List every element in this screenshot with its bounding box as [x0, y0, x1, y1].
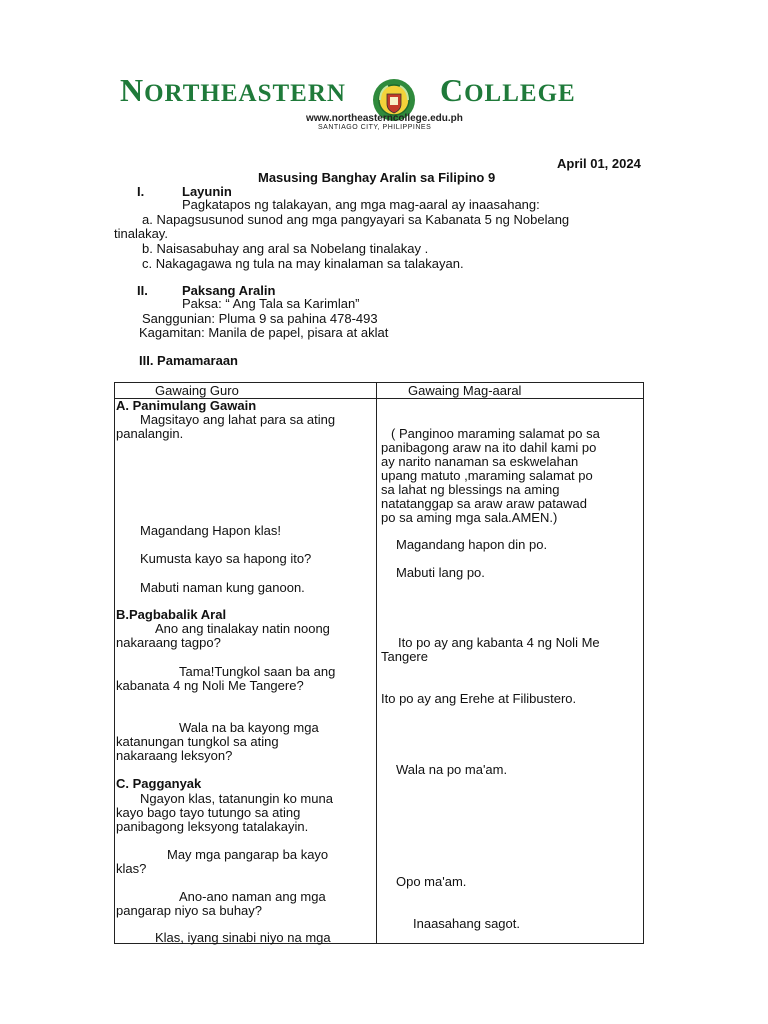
teacher-line: nakaraang leksyon?: [116, 748, 233, 763]
lesson-procedure-table: [114, 382, 644, 944]
teacher-line: Wala na ba kayong mga: [179, 720, 319, 735]
teacher-line: May mga pangarap ba kayo: [167, 847, 329, 862]
teacher-line: Ano-ano naman ang mga: [179, 889, 326, 904]
section2-number: II.: [137, 283, 148, 298]
teacher-line: katanungan tungkol sa ating: [116, 734, 279, 749]
teacher-line: Magandang Hapon klas!: [140, 523, 281, 538]
section1-number: I.: [137, 184, 145, 199]
college-address: SANTIAGO CITY, PHILIPPINES: [318, 124, 432, 131]
objective-a-line2: tinalakay.: [114, 226, 168, 241]
teacher-line: Kumusta kayo sa hapong ito?: [140, 551, 312, 566]
table-column-divider: [376, 383, 377, 943]
teacher-line: klas?: [116, 861, 147, 876]
student-line: Mabuti lang po.: [396, 565, 485, 580]
student-line: Ito po ay ang kabanta 4 ng Noli Me: [398, 635, 600, 650]
student-line: Tangere: [381, 649, 428, 664]
teacher-line: Tama!Tungkol saan ba ang: [179, 664, 336, 679]
student-prayer-line: sa lahat ng blessings na aming: [381, 482, 560, 497]
college-name-right: [440, 72, 576, 109]
section1-intro: Pagkatapos ng talakayan, ang mga mag-aaral ay inaasahang:: [182, 197, 540, 212]
teacher-line: pangarap niyo sa buhay?: [116, 903, 263, 918]
kagamitan-line: Kagamitan: Manila de papel, pisara at aklat: [139, 325, 389, 340]
student-prayer-line: po sa aming mga sala.AMEN.): [381, 510, 558, 525]
college-name-initial: C: [440, 72, 465, 108]
teacher-line: Ngayon klas, tatanungin ko muna: [140, 791, 333, 806]
document-title: Masusing Banghay Aralin sa Filipino 9: [258, 170, 496, 185]
teacher-line: Klas, iyang sinabi niyo na mga: [155, 930, 331, 945]
student-prayer-line: natatanggap sa araw araw patawad: [381, 496, 587, 511]
teacher-line: nakaraang tagpo?: [116, 635, 221, 650]
college-name-rest: OLLEGE: [464, 80, 576, 107]
panimulang-gawain-heading: A. Panimulang Gawain: [116, 398, 257, 413]
teacher-line: panibagong leksyong tatalakayin.: [116, 819, 309, 834]
teacher-line: Magsitayo ang lahat para sa ating: [140, 412, 336, 427]
section3-heading: III. Pamamaraan: [139, 353, 238, 368]
teacher-line: panalangin.: [116, 426, 184, 441]
student-line: Inaasahang sagot.: [413, 916, 520, 931]
section2-heading: Paksang Aralin: [182, 283, 276, 298]
student-prayer-line: upang matuto ,maraming salamat po: [381, 468, 593, 483]
student-line: Magandang hapon din po.: [396, 537, 548, 552]
objective-b: b. Naisasabuhay ang aral sa Nobelang tinalakay .: [142, 241, 429, 256]
student-line: Wala na po ma'am.: [396, 762, 508, 777]
objective-a-line1: a. Napagsusunod sunod ang mga pangyayari sa Kabanata 5 ng Nobelang: [142, 212, 570, 227]
teacher-line: Mabuti naman kung ganoon.: [140, 580, 305, 595]
pagbabalik-aral-heading: B.Pagbabalik Aral: [116, 607, 227, 622]
teacher-line: kabanata 4 ng Noli Me Tangere?: [116, 678, 304, 693]
college-website: www.northeasterncollege.edu.ph: [306, 113, 463, 124]
table-header-teacher: Gawaing Guro: [155, 383, 239, 398]
document-date: April 01, 2024: [557, 156, 641, 171]
student-prayer-line: panibagong araw na ito dahil kami po: [381, 440, 597, 455]
section1-heading: Layunin: [182, 184, 232, 199]
student-line: Opo ma'am.: [396, 874, 467, 889]
objective-c: c. Nakagagawa ng tula na may kinalaman sa talakayan.: [142, 256, 464, 271]
sanggunian-line: Sanggunian: Pluma 9 sa pahina 478-493: [142, 311, 378, 326]
pagganyak-heading: C. Pagganyak: [116, 776, 202, 791]
college-name-left: [120, 72, 346, 109]
table-header-student: Gawaing Mag-aaral: [408, 383, 522, 398]
teacher-line: Ano ang tinalakay natin noong: [155, 621, 330, 636]
paksa-line: Paksa: “ Ang Tala sa Karimlan”: [182, 296, 360, 311]
teacher-line: kayo bago tayo tutungo sa ating: [116, 805, 301, 820]
student-prayer-line: ( Panginoo maraming salamat po sa: [391, 426, 600, 441]
student-prayer-line: ay narito nanaman sa eskwelahan: [381, 454, 579, 469]
college-name-rest: ORTHEASTERN: [144, 80, 346, 107]
student-line: Ito po ay ang Erehe at Filibustero.: [381, 691, 577, 706]
college-name-initial: N: [120, 72, 145, 108]
